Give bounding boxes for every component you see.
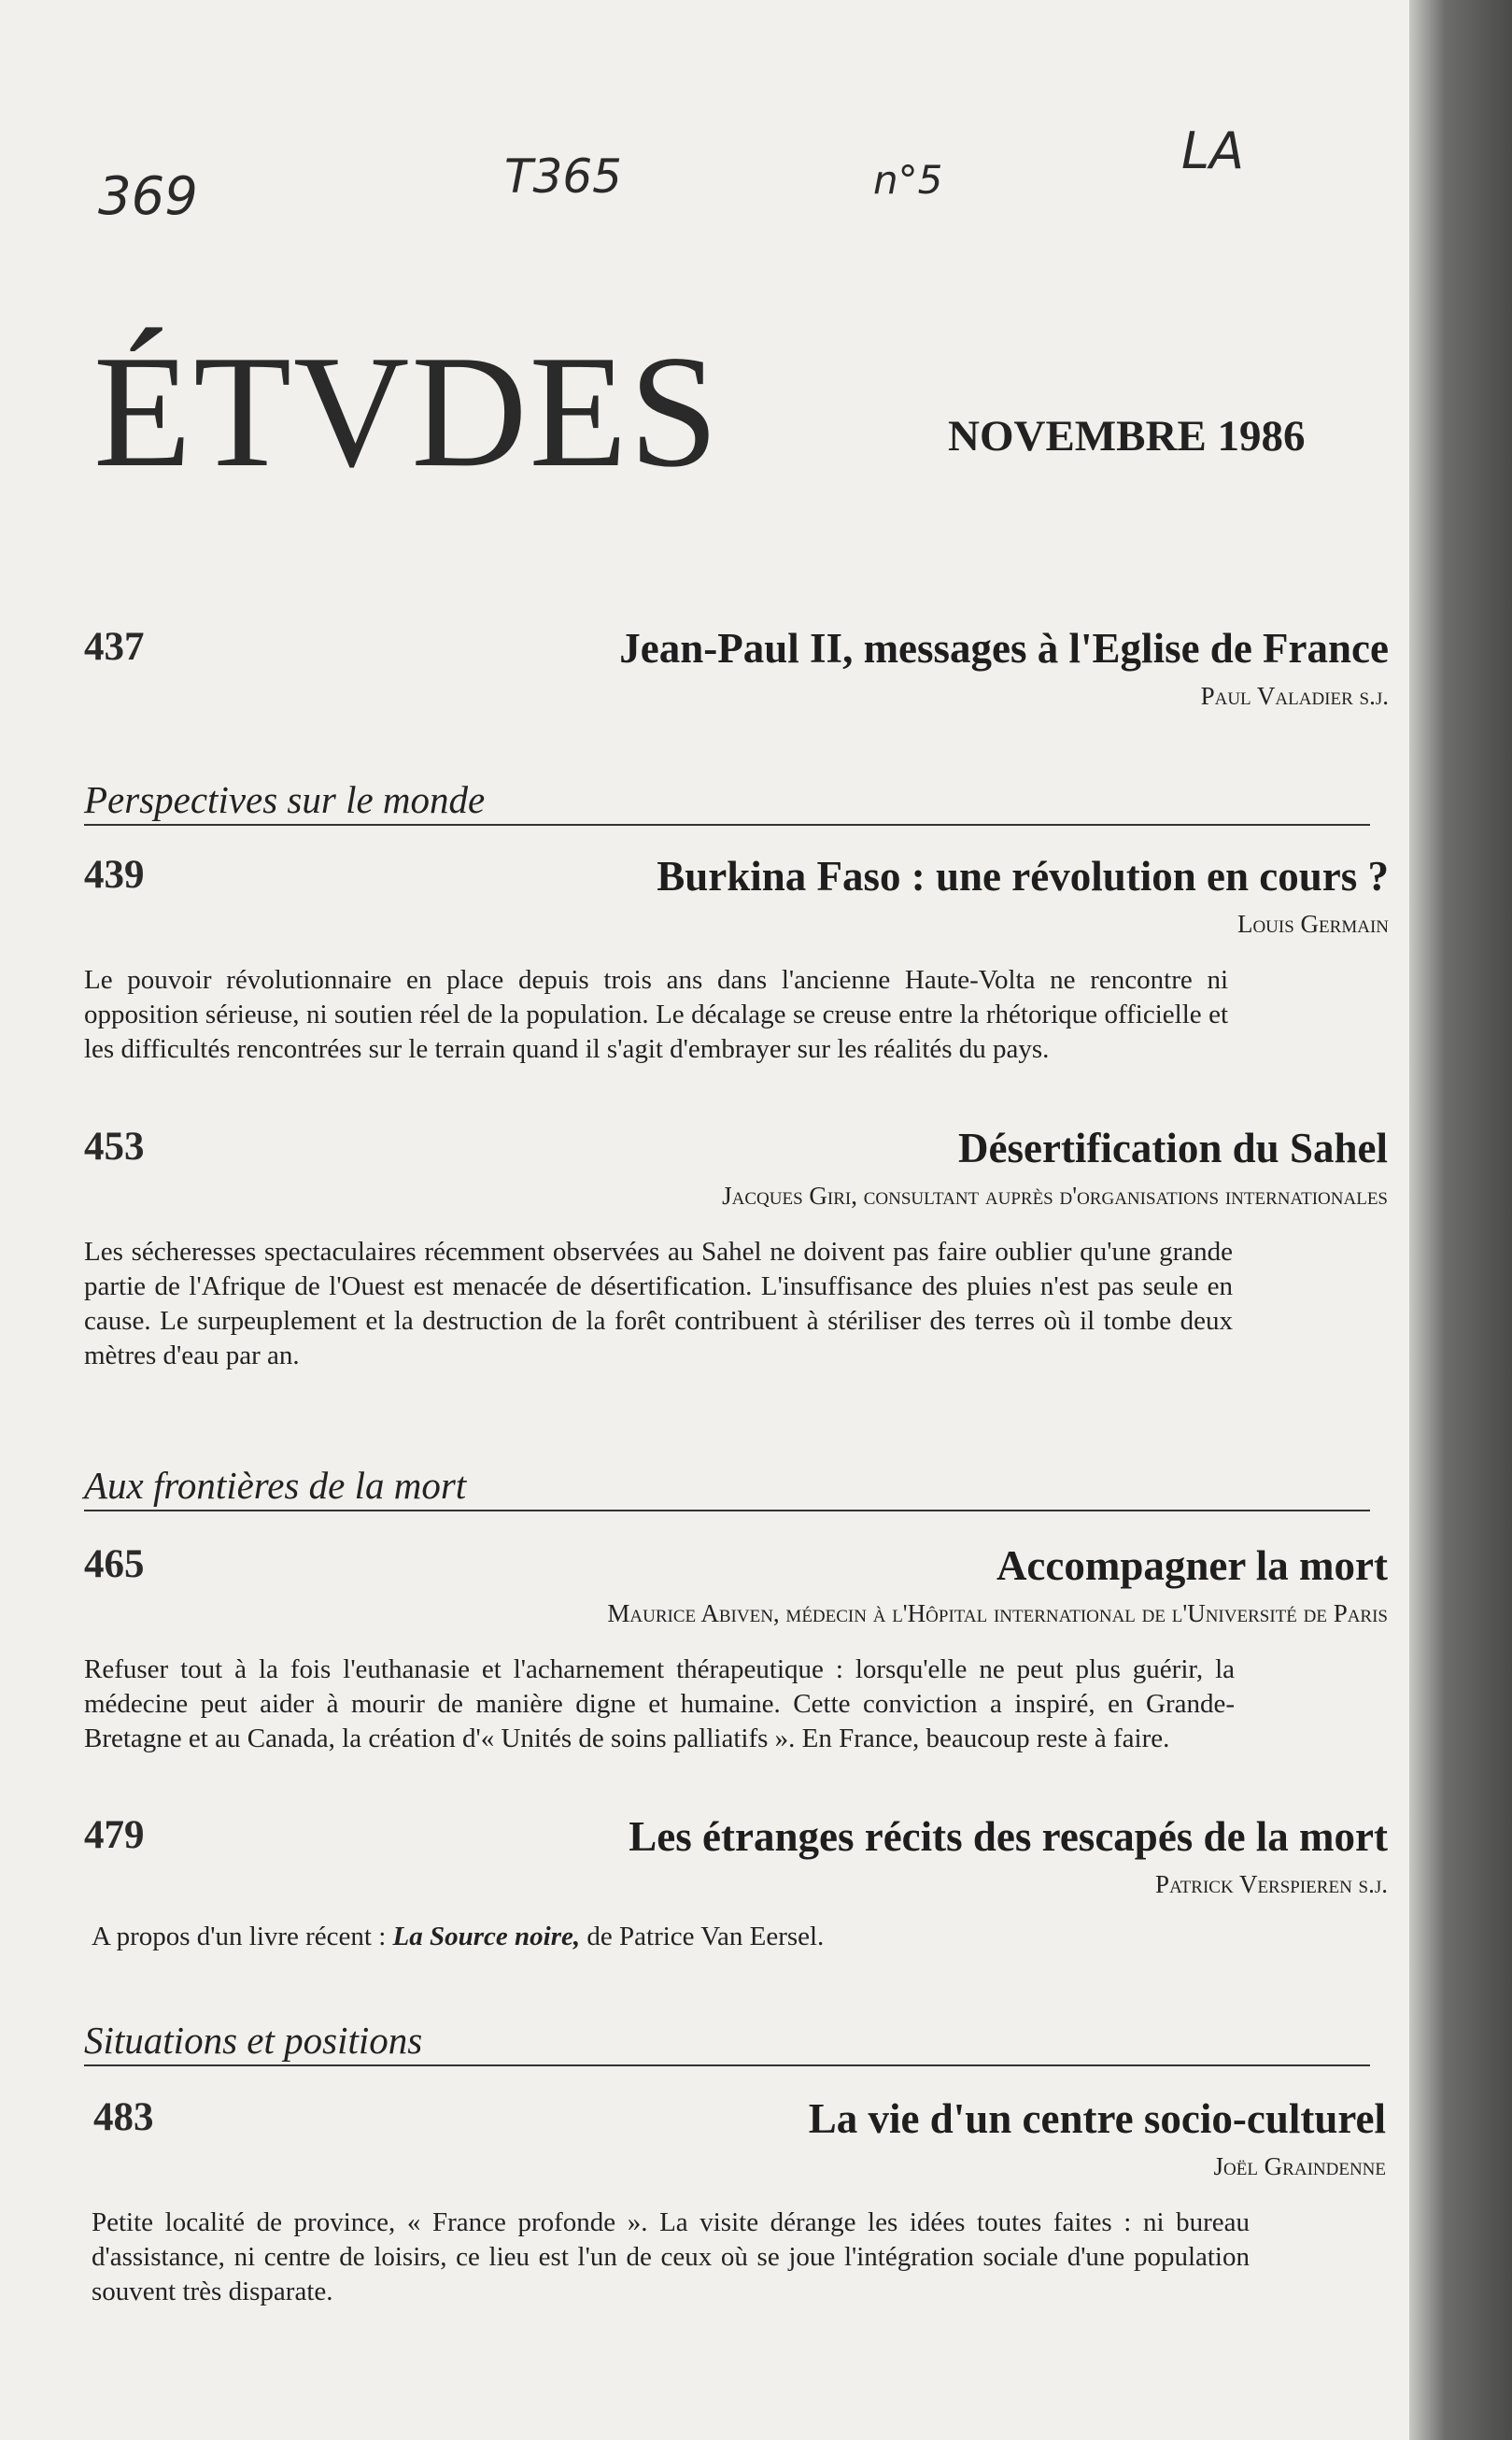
article-483 bbox=[84, 2094, 1384, 2309]
section-heading-perspectives: Perspectives sur le monde bbox=[84, 777, 1370, 826]
article-453 bbox=[84, 1124, 1388, 1373]
summary-suffix: de Patrice Van Eersel. bbox=[580, 1922, 825, 1951]
article-author: Joël Graindenne bbox=[1213, 2152, 1386, 2180]
article-479 bbox=[84, 1812, 1388, 1954]
article-page-number: 483 bbox=[93, 2095, 154, 2139]
article-author: Paul Valadier s.j. bbox=[1200, 682, 1389, 710]
handwritten-note-left: 369 bbox=[98, 166, 198, 227]
article-summary: Les sécheresses spectaculaires récemment observées au Sahel ne doivent pas faire oublier qu'une grande partie de l'Afrique de l'Ouest est menacée de désertification. L'insuffisance des pluies n'est pas seule en cause. Le surpeuplement et la destruction de la forêt contribuent à stériliser des terres où il tombe deux mètres d'eau par an. bbox=[84, 1237, 1233, 1370]
handwritten-note-code: T365 bbox=[504, 149, 622, 204]
article-page-number: 479 bbox=[84, 1813, 145, 1857]
summary-prefix: A propos d'un livre récent : bbox=[92, 1922, 393, 1951]
section-heading-frontieres: Aux frontières de la mort bbox=[84, 1463, 1370, 1511]
article-page-number: 453 bbox=[84, 1125, 145, 1169]
journal-masthead: ÉTVDES bbox=[93, 323, 721, 501]
article-437 bbox=[84, 624, 1389, 711]
article-author: Maurice Abiven, médecin à l'Hôpital international de l'Université de Paris bbox=[607, 1599, 1388, 1627]
article-summary: Le pouvoir révolutionnaire en place depuis trois ans dans l'ancienne Haute-Volta ne rencontre ni opposition sérieuse, ni soutien réel de la population. Le décalage se creuse entre la rhétorique officielle et les difficultés rencontrées sur le terrain quand il s'agit d'embrayer sur les réalités du pays. bbox=[84, 965, 1228, 1064]
article-title: La vie d'un centre socio-culturel bbox=[808, 2095, 1386, 2142]
article-page-number: 437 bbox=[84, 625, 145, 669]
article-title: Les étranges récits des rescapés de la mort bbox=[629, 1813, 1388, 1860]
article-439 bbox=[84, 852, 1389, 1067]
article-page-number: 465 bbox=[84, 1542, 145, 1586]
article-author: Louis Germain bbox=[1236, 910, 1389, 938]
article-page-number: 439 bbox=[84, 853, 145, 897]
article-author: Jacques Giri, consultant auprès d'organisations internationales bbox=[722, 1182, 1388, 1210]
article-title: Désertification du Sahel bbox=[958, 1125, 1388, 1171]
handwritten-note-number: n°5 bbox=[873, 157, 943, 203]
scan-binding-edge bbox=[1409, 0, 1512, 2440]
article-author: Patrick Verspieren s.j. bbox=[1155, 1870, 1388, 1898]
section-heading-situations: Situations et positions bbox=[84, 2018, 1370, 2066]
article-summary: Refuser tout à la fois l'euthanasie et l'acharnement thérapeutique : lorsqu'elle ne peut plus guérir, la médecine peut aider à mourir de manière digne et humaine. Cette conviction a inspiré, en Grande-Bretagne et au Canada, la création d'« Unités de soins palliatifs ». En France, beaucoup reste à faire. bbox=[84, 1654, 1235, 1753]
issue-date: NOVEMBRE 1986 bbox=[948, 412, 1306, 461]
article-title: Burkina Faso : une révolution en cours ? bbox=[657, 853, 1389, 900]
article-title: Accompagner la mort bbox=[996, 1542, 1388, 1589]
article-465 bbox=[84, 1541, 1388, 1756]
book-title: La Source noire, bbox=[392, 1922, 581, 1951]
article-summary bbox=[84, 1920, 1384, 1954]
article-summary: Petite localité de province, « France profonde ». La visite dérange les idées toutes faites : ni bureau d'assistance, ni centre de loisirs, ce lieu est l'un de ceux où se joue l'intégration sociale d'une population souvent très disparate. bbox=[92, 2207, 1250, 2306]
article-title: Jean-Paul II, messages à l'Eglise de France bbox=[619, 625, 1389, 672]
handwritten-note-right: LA bbox=[1181, 121, 1245, 180]
